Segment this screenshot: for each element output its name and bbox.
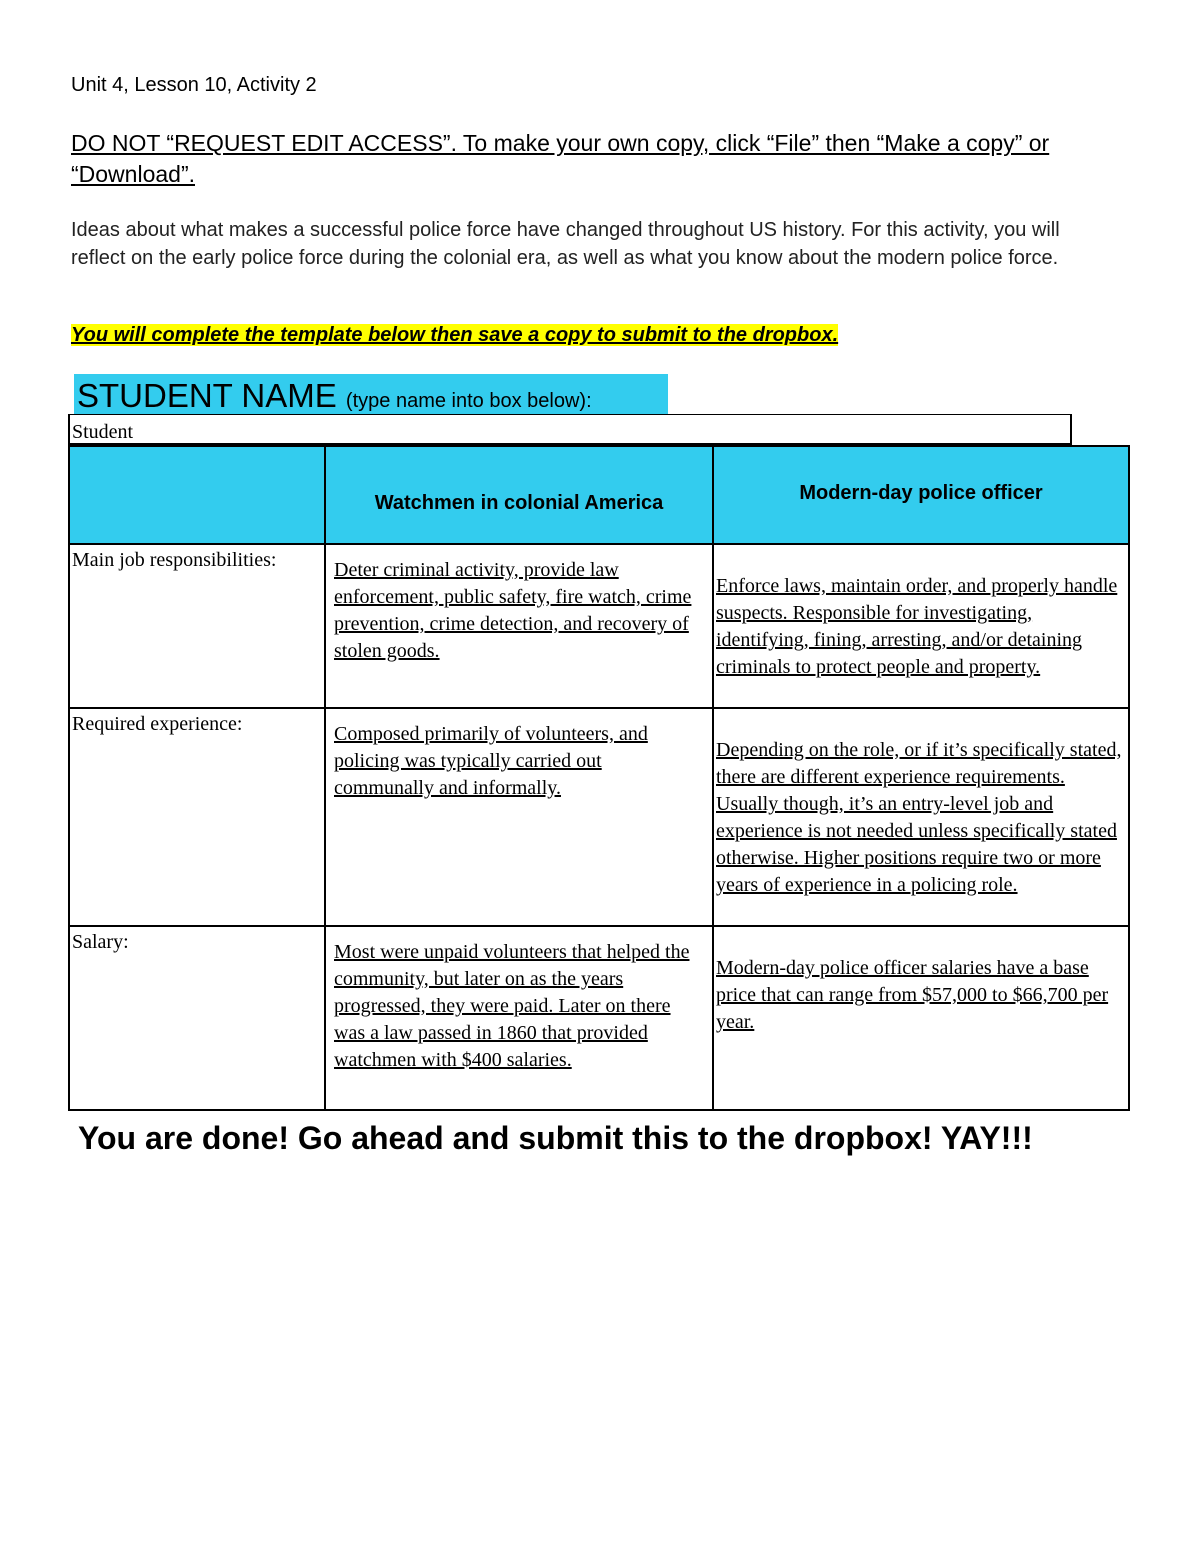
table-row bbox=[69, 926, 1129, 1110]
table-row bbox=[69, 544, 1129, 708]
row-label-experience: Required experience: bbox=[69, 708, 325, 926]
student-name-value: Student bbox=[72, 421, 134, 443]
student-name-label: STUDENT NAME bbox=[77, 377, 337, 414]
responsibilities-colonial[interactable]: Deter criminal activity, provide law enforcement, public safety, fire watch, crime prevention, crime detection, and recovery of stolen goods. bbox=[325, 544, 713, 708]
instruction-text bbox=[71, 324, 838, 347]
student-name-banner bbox=[74, 374, 668, 414]
comparison-table bbox=[68, 445, 1130, 1111]
intro-paragraph: Ideas about what makes a successful police force have changed throughout US history. For this activity, you will reflect on the early police force during the colonial era, as well as what you know about the modern police force. bbox=[71, 219, 1060, 269]
experience-colonial[interactable]: Composed primarily of volunteers, and policing was typically carried out communally and informally. bbox=[325, 708, 713, 926]
student-name-colon: : bbox=[586, 390, 592, 412]
student-name-hint: (type name into box below) bbox=[345, 390, 587, 412]
copy-warning: DO NOT “REQUEST EDIT ACCESS”. To make your own copy, click “File” then “Make a copy” or “Download”. bbox=[71, 130, 1050, 187]
student-name-field[interactable] bbox=[68, 414, 1072, 445]
header-modern: Modern-day police officer bbox=[713, 446, 1129, 544]
row-label-responsibilities: Main job responsibilities: bbox=[69, 544, 325, 708]
experience-modern[interactable]: Depending on the role, or if it’s specifically stated, there are different experience requirements. Usually though, it’s an entry-level job and experience is not needed unless specifically stated otherwise. Higher positions require two or more years of experience in a policing role. bbox=[713, 708, 1129, 926]
header-empty-cell bbox=[69, 446, 325, 544]
responsibilities-modern[interactable]: Enforce laws, maintain order, and properly handle suspects. Responsible for investigating, identifying, fining, arresting, and/or detaining criminals to protect people and property. bbox=[713, 544, 1129, 708]
activity-title: Unit 4, Lesson 10, Activity 2 bbox=[71, 74, 317, 96]
table-row bbox=[69, 708, 1129, 926]
header-colonial: Watchmen in colonial America bbox=[325, 446, 713, 544]
row-label-salary: Salary: bbox=[69, 926, 325, 1110]
salary-colonial[interactable]: Most were unpaid volunteers that helped the community, but later on as the years progressed, they were paid. Later on there was a law passed in 1860 that provided watchmen with $400 salaries. bbox=[325, 926, 713, 1110]
completion-message: You are done! Go ahead and submit this to the dropbox! YAY!!! bbox=[78, 1120, 1033, 1156]
instruction-highlight: You will complete the template below then save a copy to submit to the dropbox. bbox=[71, 324, 839, 346]
salary-modern[interactable]: Modern-day police officer salaries have a base price that can range from $57,000 to $66,700 per year. bbox=[713, 926, 1129, 1110]
table-header-row bbox=[69, 446, 1129, 544]
